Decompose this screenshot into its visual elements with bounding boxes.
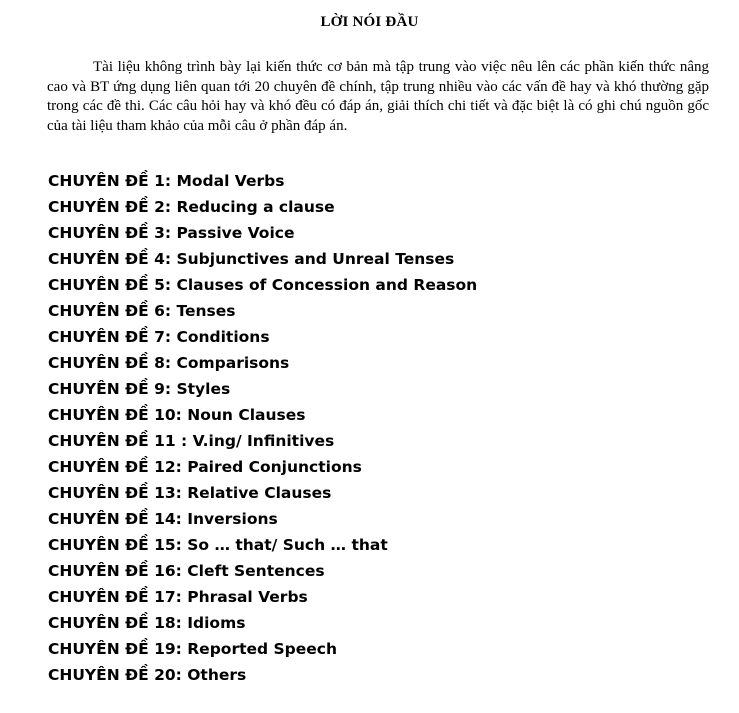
topic-item-20: CHUYÊN ĐỀ 20: Others (48, 666, 247, 684)
topic-item-9: CHUYÊN ĐỀ 9: Styles (48, 380, 231, 398)
page-title: LỜI NÓI ĐẦU (320, 14, 419, 30)
topic-item-17: CHUYÊN ĐỀ 17: Phrasal Verbs (48, 588, 308, 606)
topic-item-4: CHUYÊN ĐỀ 4: Subjunctives and Unreal Tenses (48, 250, 455, 268)
topic-item-11: CHUYÊN ĐỀ 11 : V.ing/ Infinitives (48, 432, 335, 450)
topic-item-15: CHUYÊN ĐỀ 15: So … that/ Such … that (48, 536, 388, 554)
intro-paragraph: Tài liệu không trình bày lại kiến thức cơ bản mà tập trung vào việc nêu lên các phần kiến thức nâng cao và BT ứng dụng liên quan tới 20 chuyên đề chính, tập trung nhiều vào các vấn đề hay và khó thường gặp trong các đề thi. Các câu hỏi hay và khó đều có đáp án, giải thích chi tiết và đặc biệt là có ghi chú nguồn gốc của tài liệu tham khảo của mỗi câu ở phần đáp án. (47, 59, 709, 134)
topic-item-10: CHUYÊN ĐỀ 10: Noun Clauses (48, 406, 306, 424)
topic-list (48, 168, 477, 688)
topic-item-7: CHUYÊN ĐỀ 7: Conditions (48, 328, 270, 346)
topic-item-14: CHUYÊN ĐỀ 14: Inversions (48, 510, 278, 528)
topic-item-13: CHUYÊN ĐỀ 13: Relative Clauses (48, 484, 332, 502)
topic-item-5: CHUYÊN ĐỀ 5: Clauses of Concession and Reason (48, 276, 478, 294)
topic-item-18: CHUYÊN ĐỀ 18: Idioms (48, 614, 246, 632)
topic-item-19: CHUYÊN ĐỀ 19: Reported Speech (48, 640, 338, 658)
topic-item-2: CHUYÊN ĐỀ 2: Reducing a clause (48, 198, 335, 216)
topic-item-16: CHUYÊN ĐỀ 16: Cleft Sentences (48, 562, 325, 580)
topic-item-6: CHUYÊN ĐỀ 6: Tenses (48, 302, 236, 320)
topic-item-1: CHUYÊN ĐỀ 1: Modal Verbs (48, 172, 285, 190)
topic-item-12: CHUYÊN ĐỀ 12: Paired Conjunctions (48, 458, 362, 476)
topic-item-3: CHUYÊN ĐỀ 3: Passive Voice (48, 224, 295, 242)
topic-item-8: CHUYÊN ĐỀ 8: Comparisons (48, 354, 290, 372)
